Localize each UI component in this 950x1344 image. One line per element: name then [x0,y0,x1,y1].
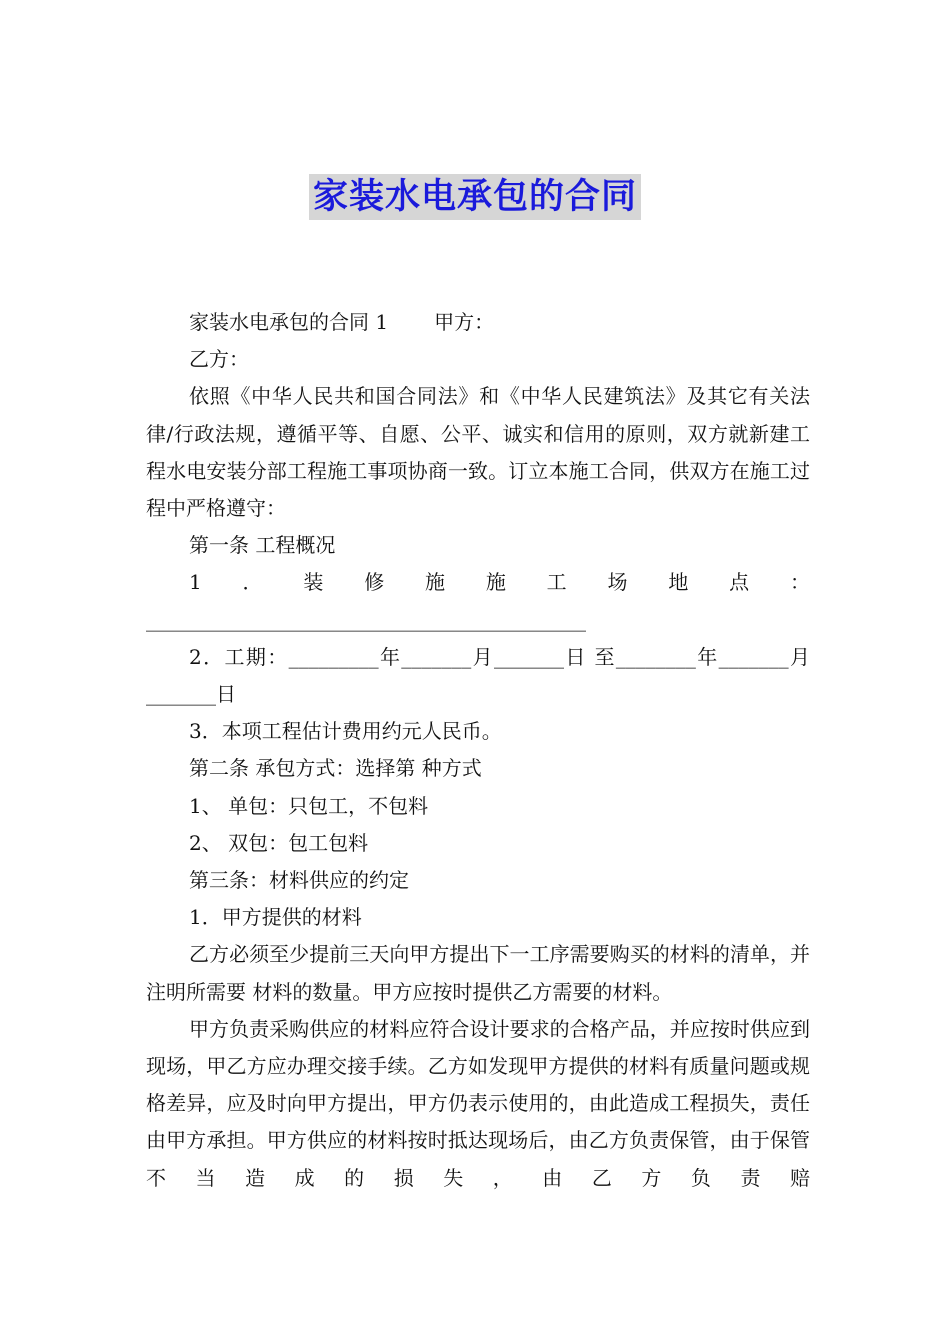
option-double: 2、 双包：包工包料 [189,830,369,855]
contract-number-label: 家装水电承包的合同 1 [189,310,389,334]
item-party-a-materials: 1．甲方提供的材料 [189,905,362,930]
item-estimated-cost: 3．本项工程估计费用约元人民币。 [189,719,502,744]
item-site-location: 1．装修施施工场地点：____________________________________________ [146,570,810,632]
party-a-label: 甲方： [434,310,495,334]
article-3-heading: 第三条：材料供应的约定 [189,868,409,893]
item-duration: 2．工期：_________年_______月_______日 至________年_______月_______日 [146,644,810,707]
document-body [146,304,810,1197]
paragraph-preamble: 依照《中华人民共和国合同法》和《中华人民建筑法》及其它有关法律/行政法规，遵循平等、自愿、公平、诚实和信用的原则，双方就新建工程水电安装分部工程施工事项协商一致。订立本施工合同，供双方在施工过程中严格遵守： [146,384,810,521]
title-container [0,174,950,220]
paragraph-material-quality: 甲方负责采购供应的材料应符合设计要求的合格产品，并应按时供应到现场，甲乙方应办理交接手续。乙方如发现甲方提供的材料有质量问题或规格差异，应及时向甲方提出，甲方仍表示使用的，由此造成工程损失，责任由甲方承担。甲方供应的材料按时抵达现场后，由乙方负责保管，由于保管不当造成的损失，由乙方负责赔 [146,1016,810,1190]
article-1-heading: 第一条 工程概况 [189,533,336,558]
party-b-label: 乙方： [189,347,249,372]
option-single: 1、 单包：只包工，不包料 [189,793,429,818]
paragraph-heading-line [146,304,810,341]
paragraph-material-list: 乙方必须至少提前三天向甲方提出下一工序需要购买的材料的清单，并注明所需要 材料的数量。甲方应按时提供乙方需要的材料。 [146,942,810,1004]
article-2-heading: 第二条 承包方式：选择第 种方式 [189,756,482,781]
document-title: 家装水电承包的合同 [309,174,641,220]
